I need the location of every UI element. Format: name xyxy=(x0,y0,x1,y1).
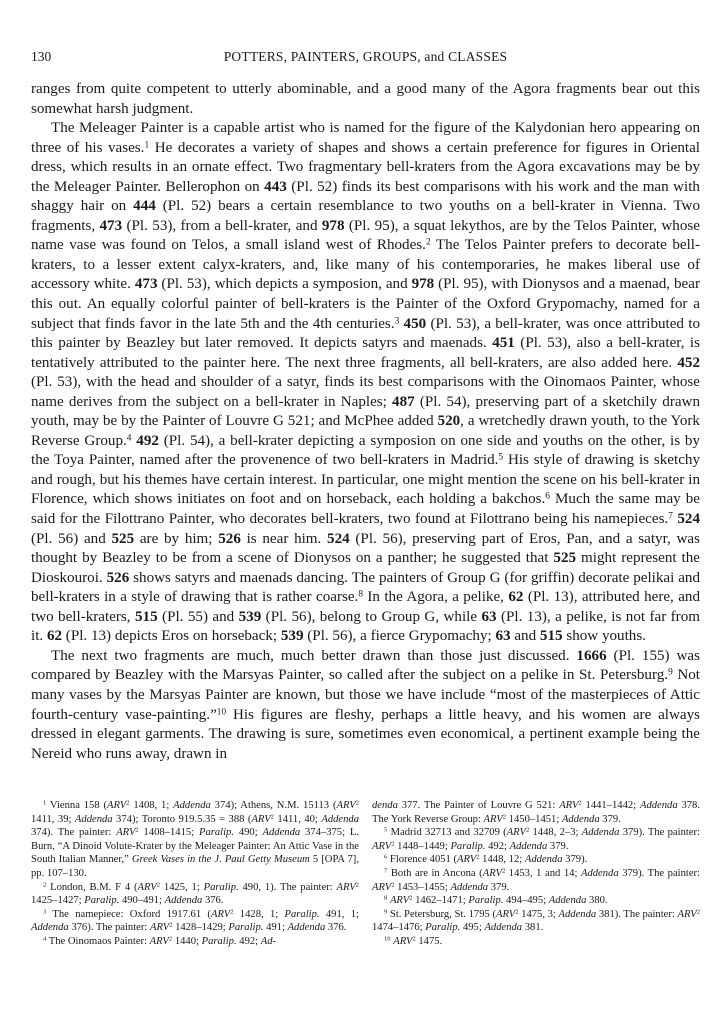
footnotes xyxy=(31,799,700,949)
footnote: $^9$ St. Petersburg, St. 1795 (ARV$^2$ 1475, 3; Addenda 381). The painter: ARV$^2$ 1474–1476; Paralip. 495; Addenda 381. xyxy=(372,908,701,934)
body-text xyxy=(31,80,700,764)
footnote: $^3$ The namepiece: Oxford 1917.61 (ARV$^2$ 1428, 1; Paralip. 491, 1; Addenda 376). The painter: ARV$^2$ 1428–1429; Paralip. 491; Addenda 376. xyxy=(31,908,359,934)
footnotes-right-column xyxy=(372,799,700,949)
paragraph: The next two fragments are much, much better drawn than those just discussed. 1666 (Pl. 155) was compared by Beazley with the Marsyas Painter, so called after the subject on a pelike in St. Petersburg.$^9$ Not many vases by the Marsyas Painter are known, but those we have include “most of the masterpieces of Attic fourth-century vase-painting.”$^{10}$ His figures are fleshy, perhaps a little heavy, and his women are always dressed in elegant garments. The drawing is sure, sometimes even economical, a pertinent example being the Nereid who runs away, drawn in xyxy=(31,647,701,762)
footnotes-left-column xyxy=(31,799,359,949)
footnote: $^8$ ARV$^2$ 1462–1471; Paralip. 494–495; Addenda 380. xyxy=(384,894,608,907)
paragraph: The Meleager Painter is a capable artist who is named for the figure of the Kalydonian hero appearing on three of his vases.$^1$ He decorates a variety of shapes and shows a certain preference for figures in Oriental dress, which results in an ornate effect. Two fragmentary bell-kraters from the Agora excavations may be by the Meleager Painter. Bellerophon on 443 (Pl. 52) finds its best comparisons with his work and the man with shaggy hair on 444 (Pl. 52) bears a certain resemblance to two youths on a bell-krater in Vienna. Two fragments, 473 (Pl. 53), from a bell-krater, and 978 (Pl. 95), a squat lekythos, are by the Telos Painter, whose name vase was found on Telos, a small island west of Rhodes.$^2$ The Telos Painter prefers to decorate bell-kraters, to a lesser extent calyx-kraters, and, like many of his contemporaries, he makes liberal use of accessory white. 473 (Pl. 53), which depicts a symposion, and 978 (Pl. 95), with Dionysos and a maenad, bear this out. An equally colorful painter of bell-kraters is the Painter of the Oxford Grypomachy, named for a subject that finds favor in the late 5th and the 4th centuries.$^3$ 450 (Pl. 53), a bell-krater, was once attributed to this painter by Beazley but later removed. It depicts satyrs and maenads. 451 (Pl. 53), also a bell-krater, is tentatively attributed to the painter here. The next three fragments, all bell-kraters, are also added here. 452 (Pl. 53), with the head and shoulder of a satyr, finds its best comparisons with the Oinomaos Painter, whose name derives from the subject on a bell-krater in Naples; 487 (Pl. 54), preserving part of a sketchily drawn youth, may be by the Painter of Louvre G 521; and McPhee added 520, a wretchedly drawn youth, to the York Reverse Group.$^4$ 492 (Pl. 54), a bell-krater depicting a symposion on one side and youths on the other, is by the Toya Painter, named after the provenence of two bell-kraters in Madrid.$^5$ His style of drawing is sketchy and rough, but his themes have certain interest. In particular, one might mention the scene on his bell-krater in Florence, which shows initiates on foot and on horseback, each holding a bakchos.$^6$ Much the same may be said for the Filottrano Painter, who decorates bell-kraters, two found at Filottrano being his namepieces.$^7$ 524 (Pl. 56) and 525 are by him; 526 is near him. 524 (Pl. 56), preserving part of Eros, Pan, and a satyr, was thought by Beazley to be from a scene of Dionysos on a panther; he suggested that 525 might represent the Dioskouroi. 526 shows satyrs and maenads dancing. The painters of Group G (for griffin) decorate pelikai and bell-kraters in a style of drawing that is rather coarse.$^8$ In the Agora, a pelike, 62 (Pl. 13), attributed here, and two bell-kraters, 515 (Pl. 55) and 539 (Pl. 56), belong to Group G, while 63 (Pl. 13), a pelike, is not far from it. 62 (Pl. 13) depicts Eros on horseback; 539 (Pl. 56), a fierce Grypomachy; 63 and 515 show youths. xyxy=(31,120,701,645)
footnote: $^6$ Florence 4051 (ARV$^2$ 1448, 12; Addenda 379). xyxy=(384,854,588,866)
footnote: $^5$ Madrid 32713 and 32709 (ARV$^2$ 1448, 2–3; Addenda 379). The painter: ARV$^2$ 1448–1449; Paralip. 492; Addenda 379. xyxy=(372,826,700,852)
footnote: $^2$ London, B.M. F 4 (ARV$^2$ 1425, 1; Paralip. 490, 1). The painter: ARV$^2$ 1425–1427; Paralip. 490–491; Addenda 376. xyxy=(31,881,359,907)
footnote: $^4$ The Oinomaos Painter: ARV$^2$ 1440; Paralip. 492; Ad- xyxy=(43,935,277,947)
paragraph: ranges from quite competent to utterly abominable, and a good many of the Agora fragments bear out this somewhat harsh judgment. xyxy=(31,81,700,117)
running-title: POTTERS, PAINTERS, GROUPS, and CLASSES xyxy=(223,49,508,64)
page-header xyxy=(31,49,700,69)
footnote: $^{10}$ ARV$^2$ 1475. xyxy=(384,935,443,947)
footnote: $^7$ Both are in Ancona (ARV$^2$ 1453, 1 and 14; Addenda 379). The painter: ARV$^2$ 1453–1455; Addenda 379. xyxy=(372,867,700,893)
page-number: 130 xyxy=(31,49,52,64)
footnote: denda 377. The Painter of Louvre G 521: ARV$^2$ 1441–1442; Addenda 378. The York Reverse Group: ARV$^2$ 1450–1451; Addenda 379. xyxy=(372,799,700,825)
footnote: $^1$ Vienna 158 (ARV$^2$ 1408, 1; Addenda 374); Athens, N.M. 15113 (ARV$^2$ 1411, 39; Addenda 374); Toronto 919.5.35 = 388 (ARV$^2$ 1411, 40; Addenda 374). The painter: ARV$^2$ 1408–1415; Paralip. 490; Addenda 374–375; L. Burn, “A Dinoid Volute-Krater by the Meleager Painter: An Attic Vase in the South Italian Manner,” Greek Vases in the J. Paul Getty Museum 5 [OPA 7], pp. 107–130. xyxy=(31,799,360,879)
